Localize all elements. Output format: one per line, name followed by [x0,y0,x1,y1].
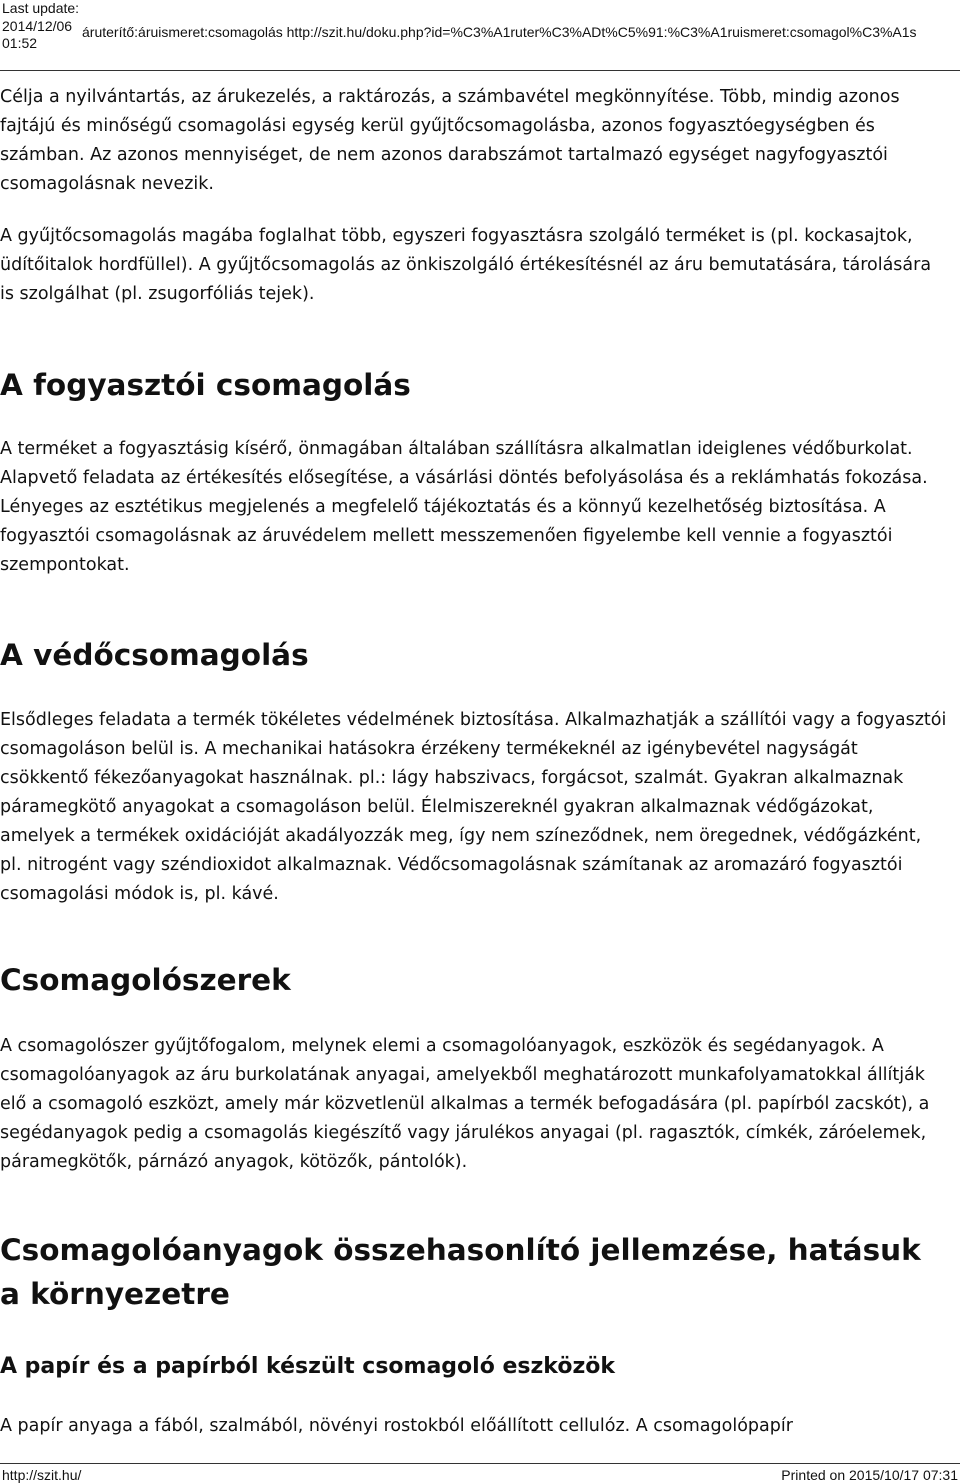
footer-url[interactable]: http://szit.hu/ [2,1467,82,1483]
last-update-date: 2014/12/06 [2,17,73,34]
last-update-time: 01:52 [2,35,38,51]
protective-packaging-paragraph: Elsődleges feladata a termék tökéletes védelmének biztosítása. Alkalmazhatják a szállítói vagy a fogyasztói csomagoláson belül is. A mechanikai hatásokra érzékeny termékeknél az igénybevétel nagyságát csökkentő fékezőanyagokat használnak. pl.: lágy habszivacs, forgácsot, szalmát. Gyakran alkalmaznak páramegkötő anyagokat a csomagoláson belül. Élelmiszereknél gyakran alkalmaznak védőgázokat, amelyek a termékek oxidációját akadályozzák meg, így nem színeződnek, nem öregednek, védőgázként, pl. nitrogént vagy széndioxidot alkalmaznak. Védőcsomagolásnak számítanak az aromazáró fogyasztói csomagolási módok is, pl. kávé. [0,710,947,904]
footer-printed-date: Printed on 2015/10/17 07:31 [781,1467,958,1483]
article-content [0,83,948,1441]
heading-materials-comparison: Csomagolóanyagok összehasonlító jellemzése, hatásuk a környezetre [0,1233,921,1311]
page-footer [0,1463,960,1484]
heading-consumer-packaging: A fogyasztói csomagolás [0,368,411,402]
page-id-url[interactable]: áruterítő:áruismeret:csomagolás http://szit.hu/doku.php?id=%C3%A1ruter%C3%ADt%C5%91:%C3%A1ruismeret:csomagol%C3%A1s [82,24,917,40]
last-update-label: Last update: [2,0,80,16]
intro-paragraph-1: Célja a nyilvántartás, az árukezelés, a raktározás, a számbavétel megkönnyítése. Több, mindig azonos fajtájú és minőségű csomagolási egység kerül gyűjtőcsomagolásba, azonos fogyasztóegységben és számban. Az azonos mennyiséget, de nem azonos darabszámot tartalmazó egységet nagyfogyasztói csomagolásnak nevezik. [0,87,900,194]
page-header [0,0,960,71]
heading-packaging-materials: Csomagolószerek [0,963,291,997]
intro-paragraph-2: A gyűjtőcsomagolás magába foglalhat több, egyszeri fogyasztásra szolgáló terméket is (pl. kockasajtok, üdítőitalok hordfüllel). A gyűjtőcsomagolás az önkiszolgáló értékesítésnél az áru bemutatására, tárolására is szolgálhat (pl. zsugorfóliás tejek). [0,226,932,304]
heading-protective-packaging: A védőcsomagolás [0,638,309,672]
paper-paragraph: A papír anyaga a fából, szalmából, növényi rostokból előállított cellulóz. A csomagolópapír [0,1416,793,1436]
last-update [2,0,82,53]
heading-paper-packaging: A papír és a papírból készült csomagoló eszközök [0,1354,616,1379]
packaging-materials-paragraph: A csomagolószer gyűjtőfogalom, melynek elemi a csomagolóanyagok, eszközök és segédanyagok. A csomagolóanyagok az áru burkolatának anyagai, amelyekből meghatározott munkafolyamatokkal állítják elő a csomagoló eszközt, amely már közvetlenül alkalmas a termék befogadására (pl. papírból zacskót), a segédanyagok pedig a csomagolás kiegészítő vagy járulékos anyagai (pl. ragasztók, címkék, záróelemek, páramegkötők, párnázó anyagok, kötözők, pántolók). [0,1036,930,1172]
consumer-packaging-paragraph: A terméket a fogyasztásig kísérő, önmagában általában szállításra alkalmatlan ideiglenes védőburkolat. Alapvető feladata az értékesítés elősegítése, a vásárlási döntés befolyásolása és a reklámhatás fokozása. Lényeges az esztétikus megjelenés a megfelelő tájékoztatás és a könnyű kezelhetőség biztosítása. A fogyasztói csomagolásnak az áruvédelem mellett messzemenően figyelembe kell vennie a fogyasztói szempontokat. [0,439,928,575]
